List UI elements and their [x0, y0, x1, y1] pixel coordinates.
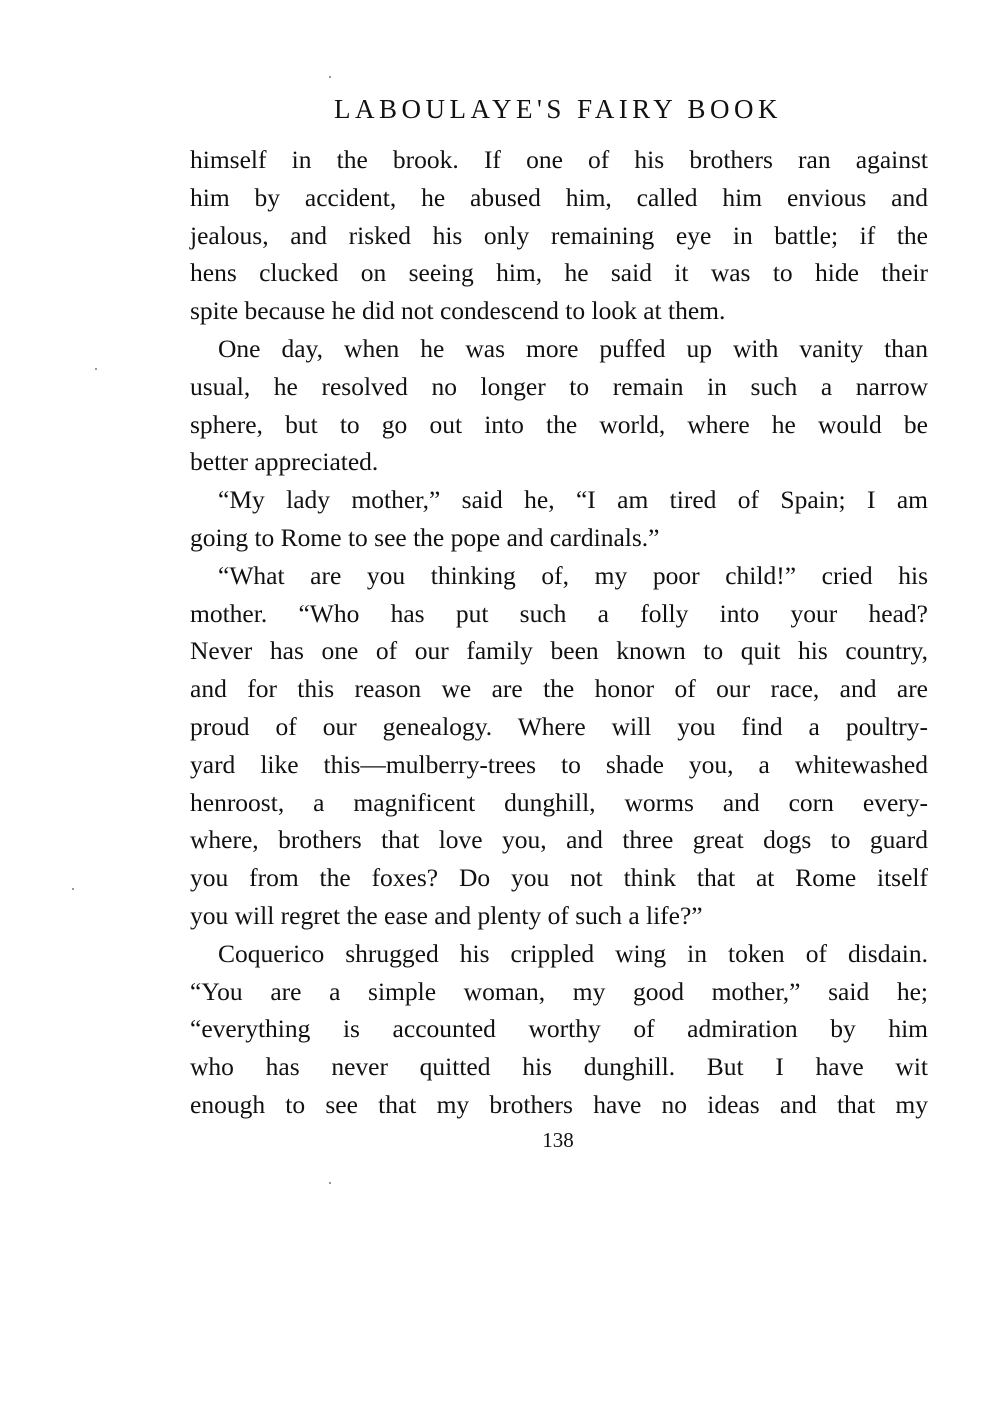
text-line: “everything is accounted worthy of admiration by him [190, 1014, 928, 1044]
text-line: better appreciated. [190, 447, 379, 477]
text-line: going to Rome to see the pope and cardinals.” [190, 522, 660, 552]
scan-speck [95, 368, 97, 370]
text-line: “You are a simple woman, my good mother,” said he; [190, 976, 928, 1006]
text-line: where, brothers that love you, and three great dogs to guard [190, 825, 928, 855]
running-head: LABOULAYE'S FAIRY BOOK [334, 94, 782, 124]
text-line: Never has one of our family been known to quit his country, [190, 636, 928, 666]
body-text [190, 141, 928, 1124]
text-line: henroost, a magnificent dunghill, worms and corn every- [190, 787, 928, 817]
text-line: sphere, but to go out into the world, where he would be [190, 409, 928, 439]
scan-speck [329, 1182, 331, 1184]
text-line: “My lady mother,” said he, “I am tired of Spain; I am [218, 485, 928, 515]
text-line: proud of our genealogy. Where will you find a poultry- [190, 711, 928, 741]
text-line: One day, when he was more puffed up with vanity than [218, 333, 928, 363]
text-line: Coquerico shrugged his crippled wing in token of disdain. [218, 938, 928, 968]
scan-speck [329, 76, 331, 78]
text-line: enough to see that my brothers have no ideas and that my [190, 1089, 928, 1119]
text-line: spite because he did not condescend to look at them. [190, 296, 726, 326]
text-line: usual, he resolved no longer to remain in such a narrow [190, 371, 928, 401]
text-line: yard like this—mulberry-trees to shade you, a whitewashed [190, 749, 928, 779]
text-line: “What are you thinking of, my poor child!” cried his [218, 560, 928, 590]
text-line: hens clucked on seeing him, he said it was to hide their [190, 258, 928, 288]
text-line: you will regret the ease and plenty of such a life?” [190, 900, 703, 930]
text-line: who has never quitted his dunghill. But I have wit [190, 1052, 928, 1082]
text-line: himself in the brook. If one of his brothers ran against [190, 145, 928, 174]
text-line: you from the foxes? Do you not think that at Rome itself [190, 863, 928, 893]
text-line: and for this reason we are the honor of our race, and are [190, 674, 928, 704]
text-line: jealous, and risked his only remaining eye in battle; if the [190, 220, 928, 250]
scan-speck [72, 888, 74, 890]
text-line: mother. “Who has put such a folly into your head? [190, 598, 928, 628]
text-line: him by accident, he abused him, called him envious and [190, 182, 928, 212]
page-number: 138 [542, 1128, 574, 1152]
